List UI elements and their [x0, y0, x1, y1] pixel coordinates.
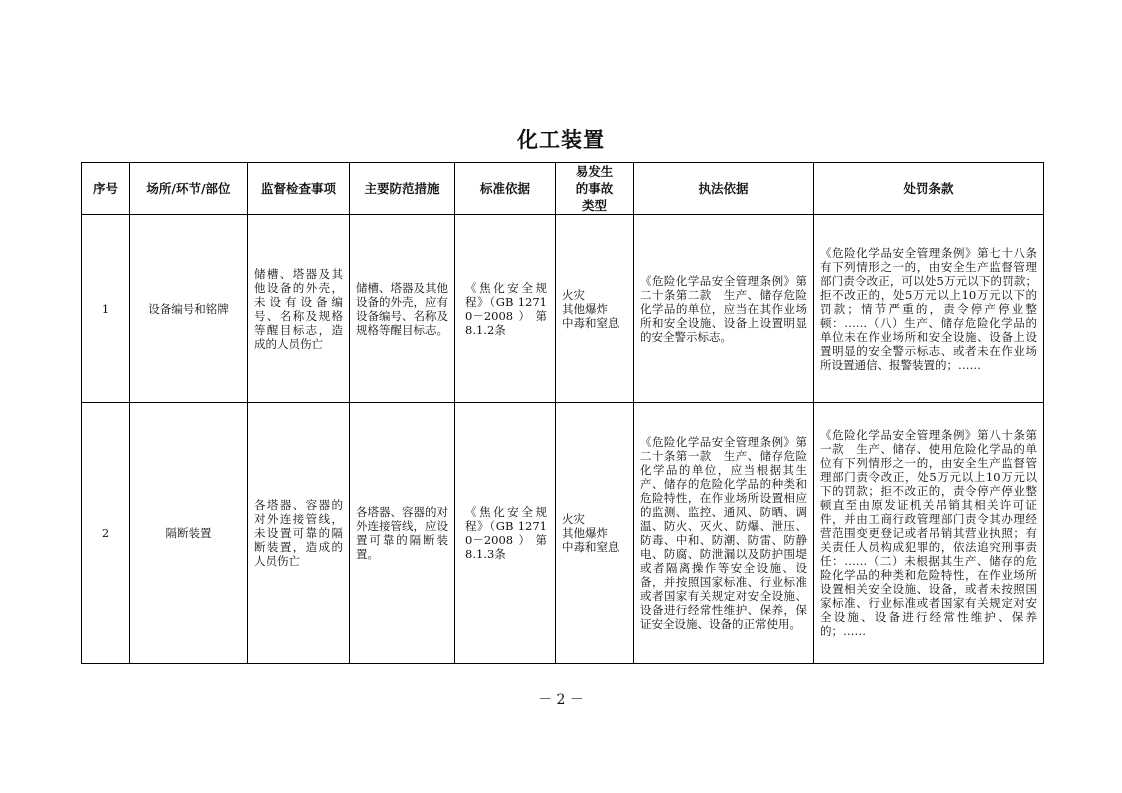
cell-law-basis: 《危险化学品安全管理条例》第二十条第二款 生产、储存危险化学品的单位，应当在其作业场所和安全设施、设备上设置明显的安全警示标志。 [634, 215, 814, 403]
cell-law-basis: 《危险化学品安全管理条例》第二十条第一款 生产、储存危险化学品的单位，应当根据其生产、储存的危险化学品的种类和危险特性，在作业场所设置相应的监测、监控、通风、防晒、调温、防火、灭火、防爆、泄压、防毒、中和、防潮、防雷、防静电、防腐、防泄漏以及防护围堤或者隔离操作等安全设施、设备，并按照国家标准、行业标准或者国家有关规定对安全设施、设备进行经常性维护、保养，保证安全设施、设备的正常使用。 [634, 403, 814, 664]
document-title: 化工装置 [517, 128, 605, 152]
cell-place: 隔断装置 [130, 403, 248, 664]
page-number: － 2 － [538, 692, 584, 708]
header-place: 场所/环节/部位 [130, 163, 248, 215]
header-seq: 序号 [82, 163, 130, 215]
header-accident-type: 易发生的事故类型 [556, 163, 634, 215]
cell-accident-type: 火灾 其他爆炸 中毒和窒息 [556, 215, 634, 403]
cell-prevention-measure: 储槽、塔器及其他设备的外壳，应有设备编号、名称及规格等醒目标志。 [350, 215, 455, 403]
header-standard-basis: 标准依据 [455, 163, 556, 215]
hazard-inspection-table [81, 162, 1049, 664]
cell-seq: 1 [82, 215, 130, 403]
cell-standard-basis: 《焦化安全规程》（GB 12710－2008）第8.1.2条 [455, 215, 556, 403]
table-row [82, 215, 1044, 403]
cell-seq: 2 [82, 403, 130, 664]
cell-penalty-clause: 《危险化学品安全管理条例》第八十条第一款 生产、储存、使用危险化学品的单位有下列情形之一的，由安全生产监督管理部门责令改正，处5万元以上10万元以下的罚款；拒不改正的，责令停产停业整顿直至由原发证机关吊销其相关许可证件，并由工商行政管理部门责令其办理经营范围变更登记或者吊销其营业执照；有关责任人员构成犯罪的，依法追究刑事责任：……（二）未根据其生产、储存的危险化学品的种类和危险特性，在作业场所设置相关安全设施、设备，或者未按照国家标准、行业标准或者国家有关规定对安全设施、设备进行经常性维护、保养的；…… [814, 403, 1044, 664]
cell-prevention-measure: 各塔器、容器的对外连接管线，应设置可靠的隔断装置。 [350, 403, 455, 664]
cell-penalty-clause: 《危险化学品安全管理条例》第七十八条 有下列情形之一的，由安全生产监督管理部门责令改正，可以处5万元以下的罚款；拒不改正的，处5万元以上10万元以下的罚款；情节严重的，责令停产停业整顿：……（八）生产、储存危险化学品的单位未在作业场所和安全设施、设备上设置明显的安全警示标志、或者未在作业场所设置通信、报警装置的；…… [814, 215, 1044, 403]
header-penalty-clause: 处罚条款 [814, 163, 1044, 215]
cell-place: 设备编号和铭牌 [130, 215, 248, 403]
header-prevention-measure: 主要防范措施 [350, 163, 455, 215]
cell-accident-type: 火灾 其他爆炸 中毒和窒息 [556, 403, 634, 664]
cell-inspection-item: 各塔器、容器的对外连接管线，未设置可靠的隔断装置，造成的人员伤亡 [248, 403, 350, 664]
header-law-basis: 执法依据 [634, 163, 814, 215]
header-inspection-item: 监督检查事项 [248, 163, 350, 215]
table-header-row [82, 163, 1044, 215]
table-row [82, 403, 1044, 664]
cell-inspection-item: 储槽、塔器及其他设备的外壳，未设有设备编号、名称及规格等醒目标志，造成的人员伤亡 [248, 215, 350, 403]
cell-standard-basis: 《焦化安全规程》（GB 12710－2008）第8.1.3条 [455, 403, 556, 664]
